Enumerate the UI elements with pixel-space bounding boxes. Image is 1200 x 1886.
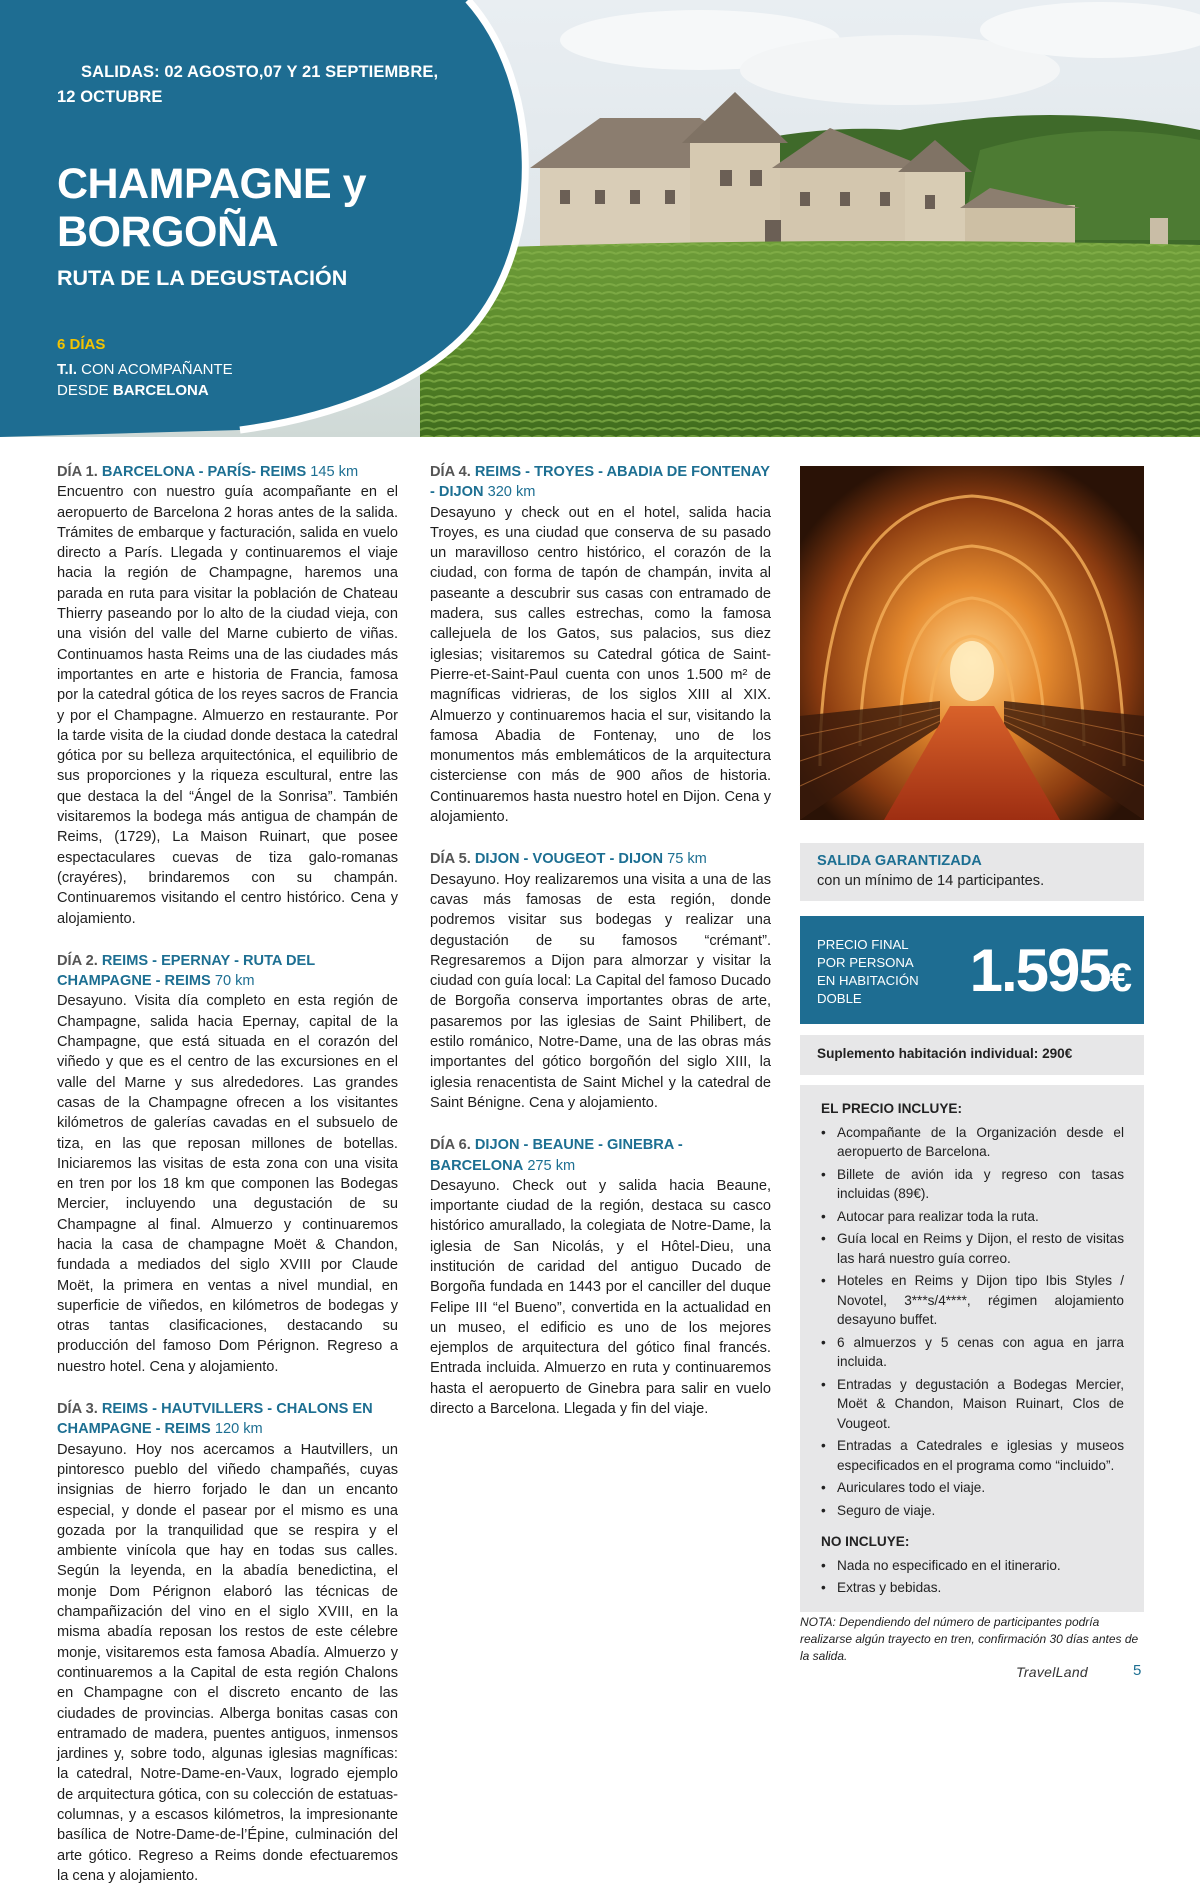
day-description: Desayuno. Hoy realizaremos una visita a una de las cavas más famosas de esta región, donde podremos visitar sus bodegas y realizar una degustación de su famosos “crémant”. Regresaremos a Dijon para almorzar y visitar la ciudad con guía local: La Capital del famoso Ducado de Borgoña conserva importantes obras de arte, pasaremos por las iglesias de Saint Philibert, de estilo románico, Notre-Dame, una de las obras más importantes del gótico borgoñón del siglo XIII, la iglesia renacentista de Saint Michel y la catedral de Saint Bénigne. Cena y alojamiento. xyxy=(430,871,771,1111)
list-item xyxy=(821,1271,1124,1330)
itinerary-column-2 xyxy=(430,462,771,1419)
itinerary-day-1 xyxy=(57,462,398,929)
day-description: Desayuno. Check out y salida hacia Beaune, importante ciudad de la región, destaca su casco histórico amurallado, la colegiata de Notre-Dame, la iglesia de San Nicolás, y el Hôtel-Dieu, una institución de caridad del antiguo Ducado de Borgoña fundada en 1443 por el canciller del duque Felipe III “el Bueno”, convertida en la actualidad en un museo, el edificio es uno de los mejores ejemplos de arquitectura del gótico final francés. Entrada incluida. Almuerzo en ruta y continuaremos hasta el aeropuerto de Ginebra para salir en vuelo directo a Barcelona. Llegada y fin del viaje. xyxy=(430,1177,771,1418)
trip-origin-prefix: DESDE xyxy=(57,382,113,399)
list-item-text: Hoteles en Reims y Dijon tipo Ibis Styles / Novotel, 3***s/4****, régimen alojamiento desayuno buffet. xyxy=(837,1273,1124,1327)
list-item xyxy=(821,1556,1124,1576)
day-route: REIMS - HAUTVILLERS - CHALONS EN CHAMPAGNE - REIMS xyxy=(57,1401,373,1438)
excludes-list xyxy=(821,1556,1124,1598)
price-label-line: DOBLE xyxy=(817,991,862,1006)
list-item-text: Entradas y degustación a Bodegas Mercier, Moët & Chandon, Maison Ruinart, Clos de Vougeot. xyxy=(837,1376,1124,1431)
list-item-text: Acompañante de la Organización desde el aeropuerto de Barcelona. xyxy=(837,1124,1124,1159)
day-route: BARCELONA - PARÍS- REIMS xyxy=(101,464,307,480)
footnote: NOTA: Dependiendo del número de participantes podría realizarse algún trayecto en tren, confirmación 30 días antes de la salida. xyxy=(800,1615,1139,1663)
day-heading xyxy=(430,462,771,503)
guaranteed-departure-box xyxy=(800,843,1144,901)
trip-mode-text: CON ACOMPAÑANTE xyxy=(77,361,233,378)
itinerary-day-5 xyxy=(430,849,771,1113)
price-label xyxy=(817,936,919,1008)
excludes-title: NO INCLUYE: xyxy=(821,1534,910,1549)
day-description: Desayuno. Visita día completo en esta región de Champagne, salida hacia Epernay, capital de la Champagne, que está situada en el corazón del viñedo y que es el centro de las excursiones en el valle del Marne y sus alrededores. Las grandes casas de la Champagne ofrecen a los visitantes kilómetros de galerías cavadas en el subsuelo de tiza, en las que reposan millones de botellas. Iniciaremos las visitas de esta zona con una visita en tren por los 18 km que componen las Bodegas Mercier, incluyendo una degustación de su Champagne al final. Almuerzo y continuaremos hacia la casa de champagne Moët & Chandon, fundada a mediados del siglo XVIII por Claude Moët, la primera en ventas a nivel mundial, en superficie de viñedos, en kilómetros de bodegas y otras tantas clasificaciones, destacando su producción del famoso Dom Pérignon. Regreso a nuestro hotel. Cena y alojamiento. xyxy=(57,993,398,1375)
itinerary-day-3 xyxy=(57,1399,398,1886)
day-label: DÍA 3. xyxy=(57,1401,98,1418)
bullet-icon: • xyxy=(821,1166,826,1182)
list-item-text: Auriculares todo el viaje. xyxy=(837,1480,986,1495)
hero-text-panel xyxy=(0,0,520,437)
bullet-icon: • xyxy=(821,1557,826,1573)
includes-title: EL PRECIO INCLUYE: xyxy=(821,1101,962,1116)
day-heading xyxy=(57,951,398,992)
page-subtitle: RUTA DE LA DEGUSTACIÓN xyxy=(57,266,348,290)
itinerary-day-4 xyxy=(430,462,771,827)
day-description: Desayuno y check out en el hotel, salida hacia Troyes, es una ciudad que conserva de su pasado un maravilloso centro histórico, el corazón de la ciudad, con forma de tapón de champán, invita al paseante a descubrir sus casas con entramado de madera, sus calles estrechas, como la famosa callejuela de los Gatos, sus palacios, sus diez iglesias; visitaremos su Catedral gótica de Saint-Pierre-et-Saint-Paul cuenta con unos 1.500 m² de magníficas vidrieras, de los siglos XIII al XIX. Almuerzo y continuaremos hacia el sur, visitando la famosa Abadia de Fontenay, uno de los monumentos más emblemáticos de la arquitectura cisterciense con más de 900 años de historia. Continuaremos hasta nuestro hotel en Dijon. Cena y alojamiento. xyxy=(430,504,771,826)
trip-origin-city: BARCELONA xyxy=(112,382,209,399)
list-item xyxy=(821,1229,1124,1268)
trip-mode xyxy=(57,359,233,401)
price-currency: € xyxy=(1109,956,1130,1000)
day-heading xyxy=(57,462,398,482)
departure-dates-line-1: SALIDAS: 02 AGOSTO,07 Y 21 SEPTIEMBRE, xyxy=(81,63,439,81)
trip-duration: 6 DÍAS xyxy=(57,336,106,353)
day-label: DÍA 5. xyxy=(430,851,471,868)
day-label: DÍA 1. xyxy=(57,464,98,480)
hero-banner xyxy=(0,0,1200,437)
list-item-text: Guía local en Reims y Dijon, el resto de visitas las hará nuestro guía correo. xyxy=(837,1231,1124,1266)
day-distance: 120 km xyxy=(214,1421,263,1438)
itinerary-day-6 xyxy=(430,1135,771,1419)
list-item xyxy=(821,1165,1124,1204)
list-item xyxy=(821,1578,1124,1598)
list-item xyxy=(821,1207,1124,1227)
day-distance: 75 km xyxy=(667,851,707,868)
bullet-icon: • xyxy=(821,1208,826,1224)
list-item xyxy=(821,1478,1124,1498)
bullet-icon: • xyxy=(821,1334,826,1350)
price-label-line: POR PERSONA xyxy=(817,955,914,970)
bullet-icon: • xyxy=(821,1231,826,1246)
price-includes-box xyxy=(800,1085,1144,1612)
single-room-supplement: Suplemento habitación individual: 290€ xyxy=(800,1035,1144,1075)
bullet-icon: • xyxy=(821,1502,826,1518)
page-title xyxy=(57,160,366,256)
cellar-image xyxy=(800,466,1144,820)
list-item xyxy=(821,1375,1124,1434)
bullet-icon: • xyxy=(821,1124,826,1140)
list-item-text: Seguro de viaje. xyxy=(837,1502,936,1518)
day-distance: 320 km xyxy=(487,484,536,501)
list-item xyxy=(821,1123,1124,1162)
departure-dates xyxy=(57,60,438,110)
day-route: REIMS - EPERNAY - RUTA DEL CHAMPAGNE - REIMS xyxy=(57,952,315,990)
page-number: 5 xyxy=(1133,1662,1142,1679)
page-title-line-1: CHAMPAGNE y xyxy=(57,160,367,208)
list-item xyxy=(821,1501,1124,1521)
day-route: DIJON - BEAUNE - GINEBRA - BARCELONA xyxy=(430,1137,683,1174)
day-label: DÍA 2. xyxy=(57,952,98,969)
list-item xyxy=(821,1333,1124,1372)
day-heading xyxy=(57,1399,398,1440)
itinerary-day-2 xyxy=(57,951,398,1377)
bullet-icon: • xyxy=(821,1580,826,1595)
price-amount: 1.595 xyxy=(969,937,1110,1004)
bullet-icon: • xyxy=(821,1438,826,1453)
list-item-text: Billete de avión ida y regreso con tasas incluidas (89€). xyxy=(837,1166,1124,1201)
page-title-line-2: BORGOÑA xyxy=(57,208,279,256)
day-heading xyxy=(430,849,771,869)
trip-origin-line xyxy=(57,380,233,401)
price-label-line: EN HABITACIÓN xyxy=(817,973,919,988)
list-item-text: Nada no especificado en el itinerario. xyxy=(837,1557,1061,1573)
list-item-text: Entradas a Catedrales e iglesias y museos especificados en el programa como “incluido”. xyxy=(837,1438,1124,1473)
bullet-icon: • xyxy=(821,1480,826,1495)
price-value xyxy=(970,936,1130,1013)
day-heading xyxy=(430,1135,771,1176)
guarantee-title: SALIDA GARANTIZADA xyxy=(817,853,982,869)
trip-mode-code: T.I. xyxy=(57,361,78,378)
itinerary-column-1 xyxy=(57,462,398,1886)
list-item-text: 6 almuerzos y 5 cenas con agua en jarra incluida. xyxy=(837,1334,1124,1369)
day-label: DÍA 4. xyxy=(430,464,471,480)
brand-logo: TravelLand xyxy=(1016,1664,1089,1680)
day-distance: 70 km xyxy=(214,973,255,990)
trip-mode-line xyxy=(57,359,233,380)
day-description: Encuentro con nuestro guía acompañante en el aeropuerto de Barcelona 2 horas antes de la salida. Trámites de embarque y facturación, salida en vuelo directo a París. Llegada y continuaremos el viaje hacia la región de Champagne, haremos una parada en ruta para visitar la población de Chateau Thierry paseando por lo alto de la ciudad vieja, con una visión del valle del Marne cubierto de viñas. Continuamos hasta Reims una de las ciudades más importantes en arte e historia de Francia, famosa por la catedral gótica de los reyes sacros de Francia y por el Champagne. Almuerzo en restaurante. Por la tarde visita de la ciudad donde destaca la catedral gótica por su belleza arquitectónica, el equilibrio de sus proporciones y la riqueza escultural, entre las que destaca la del “Ángel de la Sonrisa”. También visitaremos la bodega más antigua de champán de Reims, (1729), La Maison Ruinart, que posee espectaculares cuevas de tiza galo-romanas (crayéres), brindaremos con su champán. Continuaremos visitando el centro histórico. Cena y alojamiento. xyxy=(57,484,398,927)
list-item xyxy=(821,1436,1124,1475)
list-item-text: Extras y bebidas. xyxy=(837,1580,942,1595)
price-label-line: PRECIO FINAL xyxy=(817,937,909,952)
bullet-icon: • xyxy=(821,1376,826,1392)
list-item-text: Autocar para realizar toda la ruta. xyxy=(837,1208,1039,1224)
day-distance: 275 km xyxy=(527,1157,576,1174)
day-description: Desayuno. Hoy nos acercamos a Hautvillers, un pintoresco pueblo del viñedo champañés, cuyas insignias de hierro forjado le dan un encanto especial, y donde el pasear por el mismo es una gozada por la tranquilidad que se respira y el ambiente vinícola que hay en todas sus calles. Según la leyenda, en la abadía benedictina, el monje Dom Pérignon elaboró las técnicas de champañización del vino en el siglo XVIII, en la misma abadía reposan los restos de este célebre monje, visitaremos esta famosa Abadía. Almuerzo y continuaremos a la Capital de esta región Chalons en Champagne con el discreto encanto de las ciudades de provincias. Alberga bonitas casas con entramado de madera, puentes antiguos, inmensos jardines y, sobre todo, algunas iglesias magníficas: la catedral, Notre-Dame-en-Vaux, logrado ejemplo de arquitectura gótica, con su colección de estatuas-columnas, y a escasos kilómetros, la impresionante basílica de Notre-Dame-de-l’Épine, culminación del arte gótico. Regreso a Reims donde efectuaremos la cena y alojamiento. xyxy=(57,1441,398,1884)
day-label: DÍA 6. xyxy=(430,1137,471,1154)
price-box xyxy=(800,916,1144,1024)
cellar-photo xyxy=(800,466,1144,820)
includes-list xyxy=(821,1123,1124,1521)
day-distance: 145 km xyxy=(310,464,359,480)
day-route: DIJON - VOUGEOT - DIJON xyxy=(474,851,664,868)
guarantee-text: con un mínimo de 14 participantes. xyxy=(817,873,1045,889)
day-route: REIMS - TROYES - ABADIA DE FONTENAY - DIJON xyxy=(430,464,770,501)
departure-dates-line-2: 12 OCTUBRE xyxy=(57,88,163,106)
bullet-icon: • xyxy=(821,1273,826,1288)
